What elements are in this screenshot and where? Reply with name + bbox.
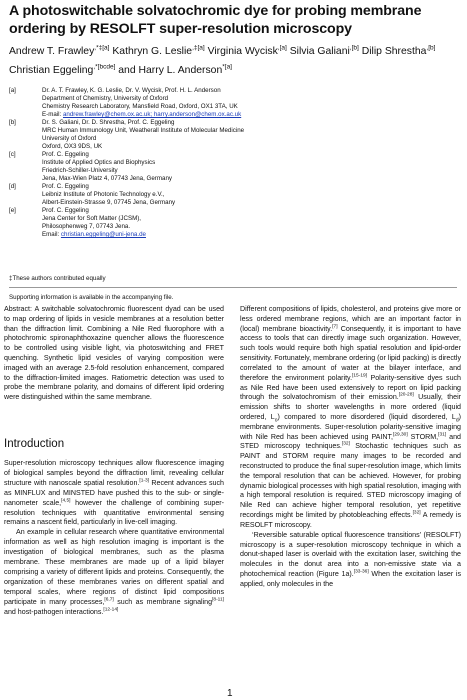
affiliation-b: [b] Dr. S. Galiani, Dr. D. Shrestha, Prof. C. Eggeling MRC Human Immunology Unit, Weatherall Institute of Molecular Medicine University of Oxford Oxford, OX3 9DS, UK xyxy=(9,119,245,150)
equal-contribution-note: ‡These authors contributed equally xyxy=(9,275,106,282)
affiliations xyxy=(9,87,459,239)
author: Dilip Shrestha$^{,[b]}$ xyxy=(361,45,436,58)
author: Virginia Wycisk$^{,[a]}$ xyxy=(207,45,287,58)
author: Kathryn G. Leslie$^{,\ddagger[a]}$ xyxy=(112,45,205,58)
paragraph: An example in cellular research where quantitative environmental information as well as high resolution imaging is important is the investigation of biological membranes, such as the plasma membrane. These membranes are made up of a lipid bilayer comprising a variety of different lipids and proteins. Consequently, the organization of these membranes varies on different spatial and temporal scales, where regions of distinct lipid compositions participate in many processes,[6,7] such as membrane signaling[8-11] and host-pathogen interactions.[12-14] xyxy=(4,528,224,616)
page-number: 1 xyxy=(227,688,233,699)
paragraph: ‘Reversible saturable optical fluorescence transitions’ (RESOLFT) microscopy is a super-resolution microscopy technique in which a donut-shaped laser is overlaid with the excitation laser, switching the molecules in the donut area into a non-emissive state via a photochemical reaction (Figure 1a).[33-36] When the excitation laser is applied, only molecules in the xyxy=(240,530,461,588)
email-link[interactable]: andrew.frawley@chem.ox.ac.uk; harry.anderson@chem.ox.ac.uk xyxy=(62,111,242,118)
email-link[interactable]: christian.eggeling@uni-jena.de xyxy=(60,231,146,238)
intro-left-text xyxy=(4,459,224,618)
supporting-info-note: Supporting information is available in the accompanying file. xyxy=(9,294,174,301)
section-heading: Introduction xyxy=(4,438,65,450)
author: Andrew T. Frawley$^{,*\ddagger[a]}$ xyxy=(9,45,110,58)
paper-title: A photoswitchable solvatochromic dye for probing membrane ordering by RESOLFT super-resolution microscopy xyxy=(9,3,422,37)
abstract xyxy=(4,305,224,403)
divider xyxy=(9,287,457,288)
affiliation-c: [c] Prof. C. Eggeling Institute of Applied Optics and Biophysics Friedrich-Schiller-University Jena, Max-Wien Platz 4, 07743 Jena, Germany xyxy=(9,151,173,182)
paragraph: Super-resolution microscopy techniques allow fluorescence imaging of biological samples beyond the diffraction limit, revealing cellular structure with nanoscale spatial resolution.[1-3] Recent advances such as MINFLUX and MINSTED have pushed this to the sub- or single-nanometer scale,[4,5] however the challenge of combining super-resolution techniques with quantitative environmental sensing remains a nascent field, particularly in live-cell imaging. xyxy=(4,459,224,527)
affiliation-a: [a] Dr. A. T. Frawley, K. G. Leslie, Dr. V. Wycisk, Prof. H. L. Anderson Department of Chemistry, University of Oxford Chemistry Research Laboratory, Mansfield Road, Oxford, OX1 3TA, UK E-mail: andrew.frawley@chem.ox.ac.uk; harry.anderson@chem.ox.ac.uk xyxy=(9,87,242,118)
right-column-text xyxy=(240,305,461,590)
affiliation-d: [d] Prof. C. Eggeling Leibniz Institute of Photonic Technology e.V., Albert-Einstein-Strasse 9, 07745 Jena, Germany xyxy=(9,183,176,206)
paragraph: Different compositions of lipids, cholesterol, and proteins give more or less ordered membrane regions, which are an important factor in (local) membrane bioactivity.[7] Consequently, it is important to have access to tools that can directly image such organization. However, such tools would require both high spatial resolution and lipid-order sensitivity. Fortunately, membrane ordering (or lipid packing) is directly correlated to the amount of water at the bilayer interface, and therefore the environment polarity.[15-19] Polarity-sensitive dyes such as Nile Red have been used extensively to report on lipid packing through the solvatochromism of their emission.[20-28] Usually, their emission shifts to shorter wavelengths in more ordered (liquid ordered, $L_o$) compared to more disordered (liquid disordered, $L_d$) membrane environments. Super-resolution polarity-sensitive imaging with Nile Red has been achieved using PAINT,[29,30] STORM,[31] and STED microscopy techniques.[32] Stochastic techniques such as PAINT and STORM require many images to be recorded and reconstructed to produce the final super-resolution image, which limits the temporal resolution that can be achieved. However, for probing dynamic biological processes with high spatial resolution, imaging with a high temporal resolution is required. STED microscopy imaging of Nile Red can achieve higher temporal resolution, yet repetitive recordings might be limited by photobleaching effects.[32] A remedy is RESOLFT microscopy. xyxy=(240,305,462,529)
author-list xyxy=(9,41,459,78)
abstract-label: Abstract: xyxy=(4,305,32,313)
author: Silvia Galiani$^{,[b]}$ xyxy=(289,45,359,58)
author: Christian Eggeling$^{,*[bcde]}$ xyxy=(9,63,116,76)
affiliation-e: [e] Prof. C. Eggeling Jena Center for Soft Matter (JCSM), Philosophenweg 7, 07743 Jena. Email: christian.eggeling@uni-jena.de xyxy=(9,207,146,238)
abstract-text: A switchable solvatochromic fluorescent dyad can be used to map ordering of lipids in vesicle membranes at a resolution better than the diffraction limit. Combining a Nile Red fluorophore with a photochromic spironaphthoxazine quencher allows the fluorescence to be controlled using visible light, via photoswitching and FRET quenching. Synthetic lipid vesicles of varying composition were imaged with an average 2.5-fold resolution enhancement, compared to the diffraction-limited images. Ratiometric detection was used to probe the membrane polarity, and domains of different lipid ordering were distinguished within the same membrane. xyxy=(4,305,224,402)
author: and Harry L. Anderson$^{*[a]}$ xyxy=(118,63,232,76)
